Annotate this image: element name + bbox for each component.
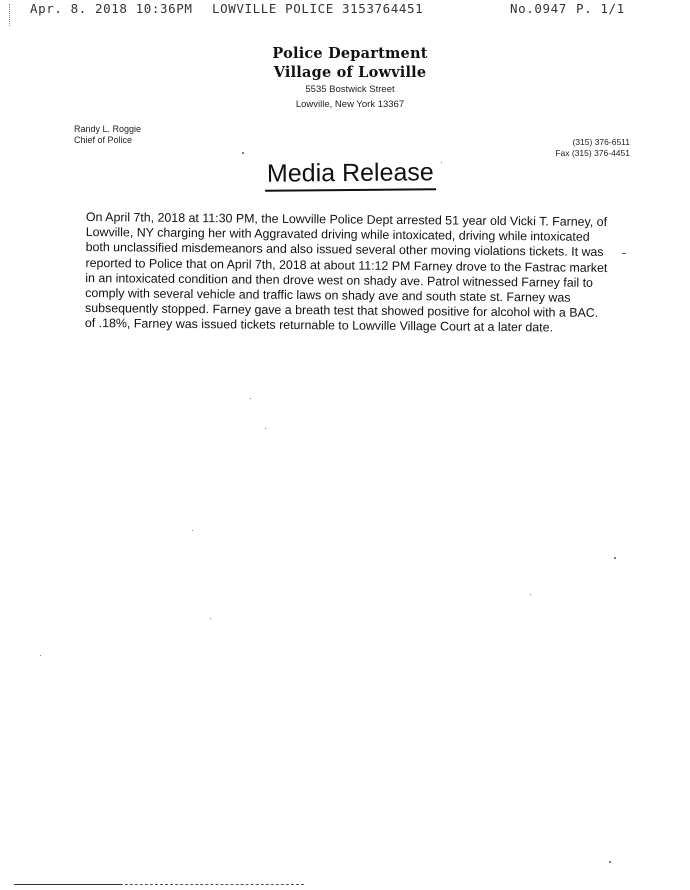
- release-title: Media Release: [264, 157, 435, 191]
- scan-speck: [609, 861, 611, 863]
- chief-block: [74, 124, 141, 146]
- release-paragraph: On April 7th, 2018 at 11:30 PM, the Lowville Police Dept arrested 51 year old Vicki T. Farney, of Lowville, NY charging her with Aggravated driving while intoxicated, driving while intoxicated both unclassified misdemeanors and also issued several other moving violations tickets. It was reported to Police that on April 7th, 2018 at about 11:12 PM Farney drove to the Fastrac market in an intoxicated condition and then drove west on shady ave. Patrol witnessed Farney fail to comply with several vehicle and traffic laws on shady ave and south state st. Farney was subsequently stopped. Farney gave a breath test that showed positive for alcohol with a BAC. of .18%, Farney was issued tickets returnable to Lowville Village Court at a later date.: [84, 210, 608, 335]
- fax-transmission-header: [30, 0, 670, 18]
- fax-page-count: P. 1/1: [576, 1, 625, 16]
- fax-number: No.0947: [510, 1, 567, 16]
- scan-speck: [210, 618, 211, 619]
- village-name: Village of Lowville: [273, 64, 427, 81]
- street-address: 5535 Bostwick Street: [305, 84, 395, 95]
- fax-number-contact: Fax (315) 376-4451: [555, 148, 630, 158]
- contact-block: [555, 137, 630, 159]
- scan-speck: [622, 253, 626, 254]
- release-title-wrap: [250, 158, 450, 191]
- chief-title: Chief of Police: [74, 135, 133, 145]
- letterhead: [250, 44, 450, 112]
- phone-number: (315) 376-6511: [572, 137, 630, 147]
- fax-sender: LOWVILLE POLICE 3153764451: [212, 1, 424, 16]
- scan-speck: [250, 398, 251, 399]
- release-body: [85, 210, 608, 337]
- scan-speck: [192, 530, 193, 531]
- scan-speck: [242, 152, 244, 154]
- chief-name: Randy L. Roggie: [74, 124, 142, 134]
- scan-speck: [614, 557, 616, 559]
- scan-speck: [441, 162, 442, 163]
- scan-speck: [265, 428, 266, 429]
- scan-speck: [40, 655, 41, 656]
- city-address: Lowville, New York 13367: [295, 99, 405, 110]
- scan-bottom-edge-solid: [14, 884, 122, 885]
- fax-date-time: Apr. 8. 2018 10:36PM: [30, 1, 193, 16]
- scan-speck: [530, 594, 531, 595]
- department-name: Police Department: [272, 45, 428, 62]
- scan-margin-mark: [9, 4, 11, 26]
